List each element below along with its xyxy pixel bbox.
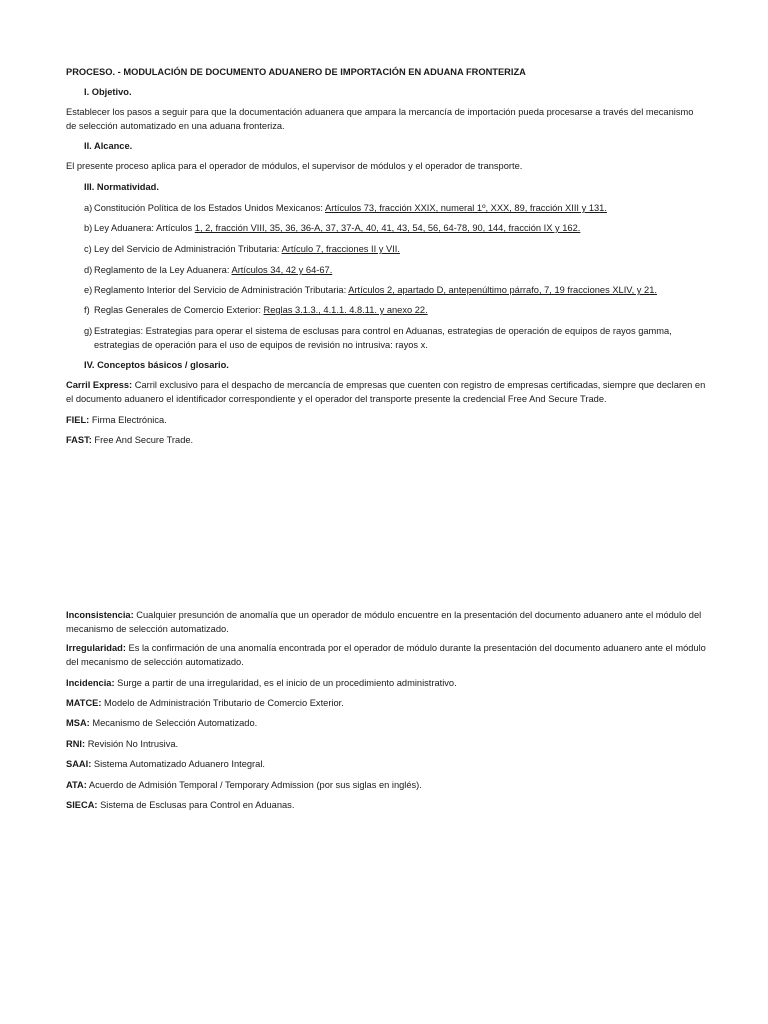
glossary-definition: Free And Secure Trade.	[91, 435, 194, 445]
section-heading-glosario: IV. Conceptos básicos / glosario.	[84, 360, 229, 370]
glossary-definition: Sistema de Esclusas para Control en Aduanas.	[97, 800, 295, 810]
glossary-entry	[66, 378, 706, 406]
glossary-term: Inconsistencia:	[66, 610, 134, 620]
section-heading-normatividad: III. Normatividad.	[84, 182, 159, 192]
glossary-definition: Revisión No Intrusiva.	[85, 739, 179, 749]
glossary-entry	[66, 433, 706, 447]
item-marker: b)	[84, 223, 93, 233]
item-text: Ley Aduanera: Artículos	[94, 223, 195, 233]
glossary-entry	[66, 798, 706, 812]
item-text: Estrategias: Estrategias para operar el sistema de esclusas para control en Aduanas, estrategias de operación de equipos de rayos gamma, estrategias de operación para el uso de equipos de revisión no intrusiva: rayos x.	[94, 326, 672, 350]
glossary-term: Carril Express:	[66, 380, 133, 390]
glossary-definition: Carril exclusivo para el despacho de mercancía de empresas que cuenten con registro de empresas certificadas, siempre que declaren en el documento aduanero el identificador correspondiente y el operador del transporte presente la credencial Free And Secure Trade.	[66, 380, 706, 404]
glossary-term: RNI:	[66, 739, 86, 749]
glossary-entry	[66, 608, 706, 636]
item-marker: a)	[84, 203, 93, 213]
normatividad-item	[84, 283, 706, 297]
item-text: Reglas Generales de Comercio Exterior:	[94, 305, 264, 315]
item-marker: f)	[84, 305, 90, 315]
glossary-entry	[66, 737, 706, 751]
glossary-term: ATA:	[66, 780, 87, 790]
item-reference: Reglas 3.1.3., 4.1.1. 4.8.11. y anexo 22.	[263, 305, 428, 315]
glossary-entry	[66, 641, 706, 669]
glossary-definition: Sistema Automatizado Aduanero Integral.	[91, 759, 265, 769]
glossary-entry	[66, 778, 706, 792]
glossary-term: MSA:	[66, 718, 90, 728]
item-reference: Artículo 7, fracciones II y VII.	[281, 244, 400, 254]
glossary-definition: Modelo de Administración Tributario de Comercio Exterior.	[101, 698, 344, 708]
item-marker: g)	[84, 326, 93, 336]
item-reference: 1, 2, fracción VIII, 35, 36, 36-A, 37, 37-A, 40, 41, 43, 54, 56, 64-78, 90, 144, fracción IX y 162.	[194, 223, 581, 233]
section-heading-alcance: II. Alcance.	[84, 141, 133, 151]
glossary-term: FIEL:	[66, 415, 90, 425]
item-marker: e)	[84, 285, 93, 295]
normatividad-item	[84, 303, 706, 317]
item-text: Constitución Política de los Estados Unidos Mexicanos:	[94, 203, 325, 213]
normatividad-item	[84, 201, 706, 215]
glossary-definition: Surge a partir de una irregularidad, es el inicio de un procedimiento administrativo.	[114, 678, 457, 688]
item-reference: Artículos 34, 42 y 64-67.	[231, 265, 333, 275]
glossary-entry	[66, 696, 706, 710]
alcance-text: El presente proceso aplica para el operador de módulos, el supervisor de módulos y el operador de transporte.	[66, 161, 523, 171]
item-text: Reglamento de la Ley Aduanera:	[94, 265, 232, 275]
glossary-entry	[66, 757, 706, 771]
glossary-entry	[66, 716, 706, 730]
glossary-term: SAAI:	[66, 759, 92, 769]
item-reference: Artículos 2, apartado D, antepenúltimo párrafo, 7, 19 fracciones XLIV, y 21.	[348, 285, 657, 295]
normatividad-item	[84, 263, 706, 277]
item-text: Reglamento Interior del Servicio de Administración Tributaria:	[94, 285, 349, 295]
item-text: Ley del Servicio de Administración Tributaria:	[94, 244, 282, 254]
glossary-term: FAST:	[66, 435, 92, 445]
glossary-term: Irregularidad:	[66, 643, 126, 653]
glossary-definition: Cualquier presunción de anomalía que un operador de módulo encuentre en la presentación del documento aduanero ante el módulo del mecanismo de selección automatizado.	[66, 610, 702, 634]
glossary-term: Incidencia:	[66, 678, 115, 688]
objetivo-text: Establecer los pasos a seguir para que la documentación aduanera que ampara la mercancía de importación pueda procesarse a través del mecanismo de selección automatizado en una aduana fronteriza.	[66, 107, 694, 131]
section-heading-objetivo: I. Objetivo.	[84, 87, 132, 97]
document-title: PROCESO. - MODULACIÓN DE DOCUMENTO ADUANERO DE IMPORTACIÓN EN ADUANA FRONTERIZA	[66, 67, 526, 77]
normatividad-item	[84, 221, 706, 235]
glossary-definition: Acuerdo de Admisión Temporal / Temporary Admission (por sus siglas en inglés).	[86, 780, 422, 790]
glossary-definition: Mecanismo de Selección Automatizado.	[89, 718, 258, 728]
item-reference: Artículos 73, fracción XXIX, numeral 1º, XXX, 89, fracción XIII y 131.	[325, 203, 607, 213]
glossary-entry	[66, 413, 706, 427]
glossary-term: MATCE:	[66, 698, 102, 708]
glossary-term: SIECA:	[66, 800, 98, 810]
item-marker: d)	[84, 265, 93, 275]
glossary-entry	[66, 676, 706, 690]
glossary-definition: Firma Electrónica.	[89, 415, 167, 425]
normatividad-item	[84, 324, 706, 352]
item-marker: c)	[84, 244, 92, 254]
normatividad-item	[84, 242, 706, 256]
glossary-definition: Es la confirmación de una anomalía encontrada por el operador de módulo durante la presentación del documento aduanero ante el módulo del mecanismo de selección automatizado.	[66, 643, 706, 667]
